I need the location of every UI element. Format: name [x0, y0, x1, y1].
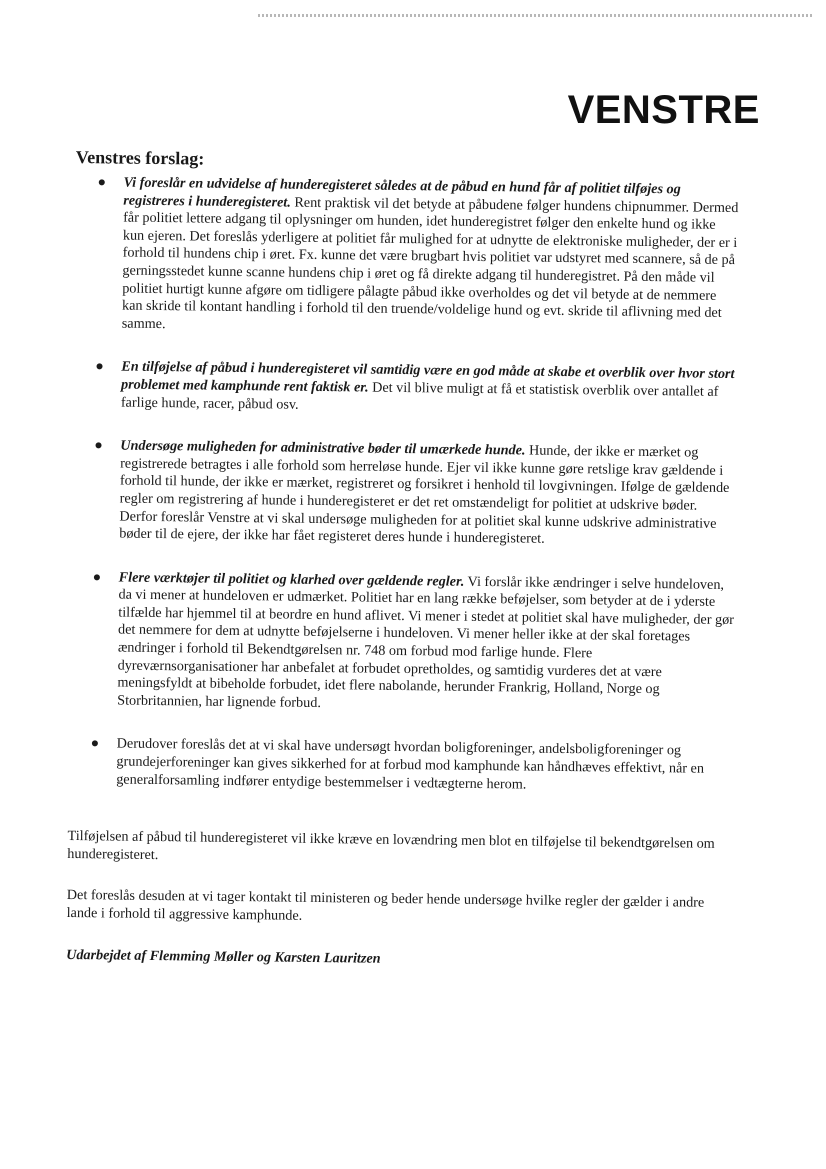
paragraph-minister: Det foreslås desuden at vi tager kontakt til ministeren og beder hende undersøge hvilke regler der gælder i andre lande i forhold til aggressive kamphunde. [66, 887, 705, 924]
list-item [68, 735, 733, 796]
bullet-lead: Undersøge muligheden for administrative bøder til umærkede hunde. [120, 437, 526, 459]
bullet-lead: En tilføjelse af påbud i hunderegisteret vil samtidig være en god måde at skabe et overblik over hvor stort problemet med kamphunde rent faktisk er. [120, 358, 735, 396]
venstre-logo: VENSTRE [567, 88, 760, 132]
bullet-lead: Flere værktøjer til politiet og klarhed over gældende regler. [118, 569, 465, 590]
bullet-icon: ● [92, 569, 102, 586]
list-item [73, 358, 738, 419]
list-item [71, 437, 736, 551]
bullet-lead: Vi foreslår en udvidelse af hunderegisteret således at de påbud en hund får af politiet tilføjes og registreres i hunderegisteret. [123, 174, 681, 211]
list-item [74, 174, 740, 340]
list-item [69, 569, 735, 718]
bullet-icon: ● [94, 438, 103, 454]
proposal-list [68, 174, 739, 796]
bullet-icon: ● [95, 359, 104, 375]
bullet-icon: ● [90, 736, 100, 752]
paragraph-registry: Tilføjelsen af påbud til hunderegisteret vil ikke kræve en lovændring men blot en tilføjelse til bekendtgørelsen om hunderegisteret. [67, 828, 715, 863]
bullet-body: Derudover foreslås det at vi skal have undersøgt hvordan boligforeninger, andelsboligforeninger og grundejerforeninger kan gives sikkerhed for at forbud mod kamphunde kan håndhæves effektivt, når en generalforsamling indfører entydige bestemmelser i vedtægterne herom. [116, 735, 705, 793]
document-body [66, 146, 740, 996]
bullet-body: Vi forslår ikke ændringer i selve hundeloven, da vi mener at hundeloven er udmærket. Politiet har en lang række beføjelser, som betyder at de i yderste tilfælde har hjemmel til at beordre en hund aflivet. Vi mener i stedet at politiet skal have muligheder, der gør det nemmere for dem at udnytte beføjelserne i hundeloven. Vi mener heller ikke at der skal foretages ændringer i forhold til Bekendtgørelsen nr. 748 om forbud mod farlige hunde. Flere dyreværnsorganisationer har anbefalet at forbudet opretholdes, og samtidig vurderes det at være meningsfyldt at bibeholde forbudet, idet flere nabolande, herunder Frankrig, Holland, Norge og Storbritannien, har lignende forbud. [117, 573, 735, 711]
page-title: Venstres forslag: [75, 146, 205, 169]
bullet-body: Det vil blive muligt at få et statistisk overblik over antallet af farlige hunde, racer, påbud osv. [120, 379, 719, 413]
bullet-body: Hunde, der ikke er mærket og registrerede betragtes i alle forhold som herreløse hunde. Ejer vil ikke kunne gøre retslige krav gældende i forhold til hunde, der ikke er mærket, registreret og forsikret i henhold til lovgivningen. Ifølge de gældende regler om registrering af hunde i hunderegisteret er det ret omstændeligt for politiet at udskrive bøder. Derfor foreslår Venstre at vi skal undersøge muligheden for at politiet skal kunne udskrive administrative bøder til de ejere, der ikke har fået registeret deres hunde i hunderegisteret. [119, 442, 730, 547]
bullet-icon: ● [97, 175, 107, 191]
scan-artifact-line [258, 14, 814, 17]
signature: Udarbejdet af Flemming Møller og Karsten Lauritzen [66, 946, 381, 967]
bullet-body: Rent praktisk vil det betyde at påbudene følger hundens chipnummer. Dermed får politiet lettere adgang til oplysninger om hunden, idet hunderegistret følger den enkelte hund og ikke kun ejeren. Det foreslås yderligere at politiet får mulighed for at udnytte de elektroniske muligheder, der er i forhold til hundens chip i øret. Fx. kunne det være brugbart hvis politiet var udstyret med scannere, så de på gerningsstedet kunne scanne hundens chip i øret og få direkte adgang til hunderegistret. På den måde vil politiet hurtigt kunne afgøre om tidligere pålagte påbud ikke overholdes og det vil betyde at de nemmere kan skride til kontant handling i forhold til den truende/voldelige hund og evt. skride til aflivning med det samme. [121, 194, 739, 332]
